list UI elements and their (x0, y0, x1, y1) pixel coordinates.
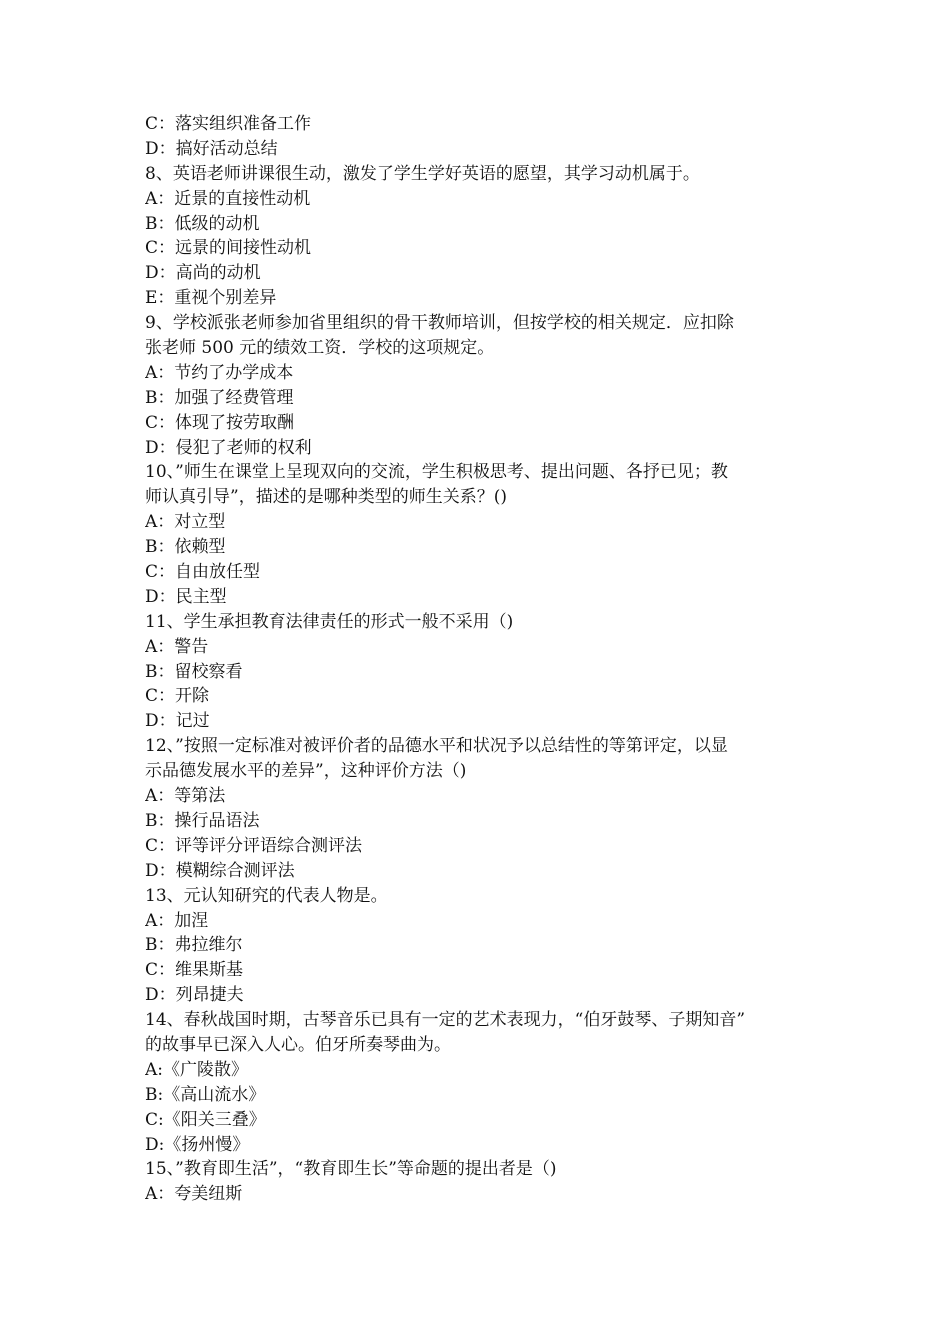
option-line: C：开除 (145, 686, 210, 707)
document-page (145, 112, 810, 1207)
option-line: D：记过 (145, 711, 210, 732)
question-8-stem: 8、英语老师讲课很生动，激发了学生学好英语的愿望，其学习动机属于。 (145, 163, 700, 184)
option-line: A：节约了办学成本 (145, 362, 294, 383)
option-line: D:《扬州慢》 (145, 1134, 250, 1155)
option-line: C：评等评分评语综合测评法 (145, 835, 363, 856)
option-line: A：对立型 (145, 512, 226, 533)
text-line: D：搞好活动总结 (145, 138, 278, 159)
question-14-stem-cont: 的故事早已深入人心。伯牙所奏琴曲为。 (145, 1034, 451, 1055)
question-12-stem: 12、”按照一定标准对被评价者的品德水平和状况予以总结性的等第评定，以显 (145, 736, 728, 757)
question-13-stem: 13、元认知研究的代表人物是。 (145, 885, 388, 906)
option-line: C：体现了按劳取酬 (145, 412, 295, 433)
option-line: B：加强了经费管理 (145, 387, 294, 408)
option-line: E：重视个别差异 (145, 288, 277, 309)
question-9-stem-cont: 张老师 500 元的绩效工资．学校的这项规定。 (145, 338, 495, 359)
option-line: A：加涅 (145, 910, 209, 931)
option-line: D：侵犯了老师的权利 (145, 437, 312, 458)
question-15-stem: 15、”教育即生活”，“教育即生长”等命题的提出者是（) (145, 1159, 557, 1180)
option-line: A：等第法 (145, 786, 226, 807)
option-line: B：留校察看 (145, 661, 243, 682)
option-line: A:《广陵散》 (145, 1059, 249, 1080)
option-line: A：近景的直接性动机 (145, 188, 311, 209)
option-line: D：列昂捷夫 (145, 985, 244, 1006)
option-line: B：依赖型 (145, 537, 226, 558)
option-line: C：维果斯基 (145, 960, 244, 981)
option-line: A：警告 (145, 636, 209, 657)
option-line: C:《阳关三叠》 (145, 1109, 266, 1130)
question-10-stem: 10、”师生在课堂上呈现双向的交流，学生积极思考、提出问题、各抒已见；教 (145, 462, 728, 483)
option-line: D：民主型 (145, 586, 227, 607)
question-14-stem: 14、春秋战国时期，古琴音乐已具有一定的艺术表现力，“伯牙鼓琴、子期知音” (145, 1010, 746, 1031)
text-line: C：落实组织准备工作 (145, 114, 312, 134)
option-line: B：操行品语法 (145, 810, 260, 831)
option-line: D：高尚的动机 (145, 263, 261, 284)
option-line: D：模糊综合测评法 (145, 860, 295, 881)
option-line: A：夸美纽斯 (145, 1184, 243, 1205)
question-9-stem: 9、学校派张老师参加省里组织的骨干教师培训，但按学校的相关规定．应扣除 (145, 313, 734, 334)
option-line: B：弗拉维尔 (145, 935, 243, 956)
option-line: C：自由放任型 (145, 562, 261, 583)
option-line: B:《高山流水》 (145, 1084, 266, 1105)
question-12-stem-cont: 示品德发展水平的差异”，这种评价方法（) (145, 761, 467, 782)
option-line: B：低级的动机 (145, 213, 260, 234)
question-10-stem-cont: 师认真引导”，描述的是哪种类型的师生关系？() (145, 487, 507, 508)
question-11-stem: 11、学生承担教育法律责任的形式一般不采用（) (145, 611, 514, 632)
option-line: C：远景的间接性动机 (145, 238, 312, 259)
